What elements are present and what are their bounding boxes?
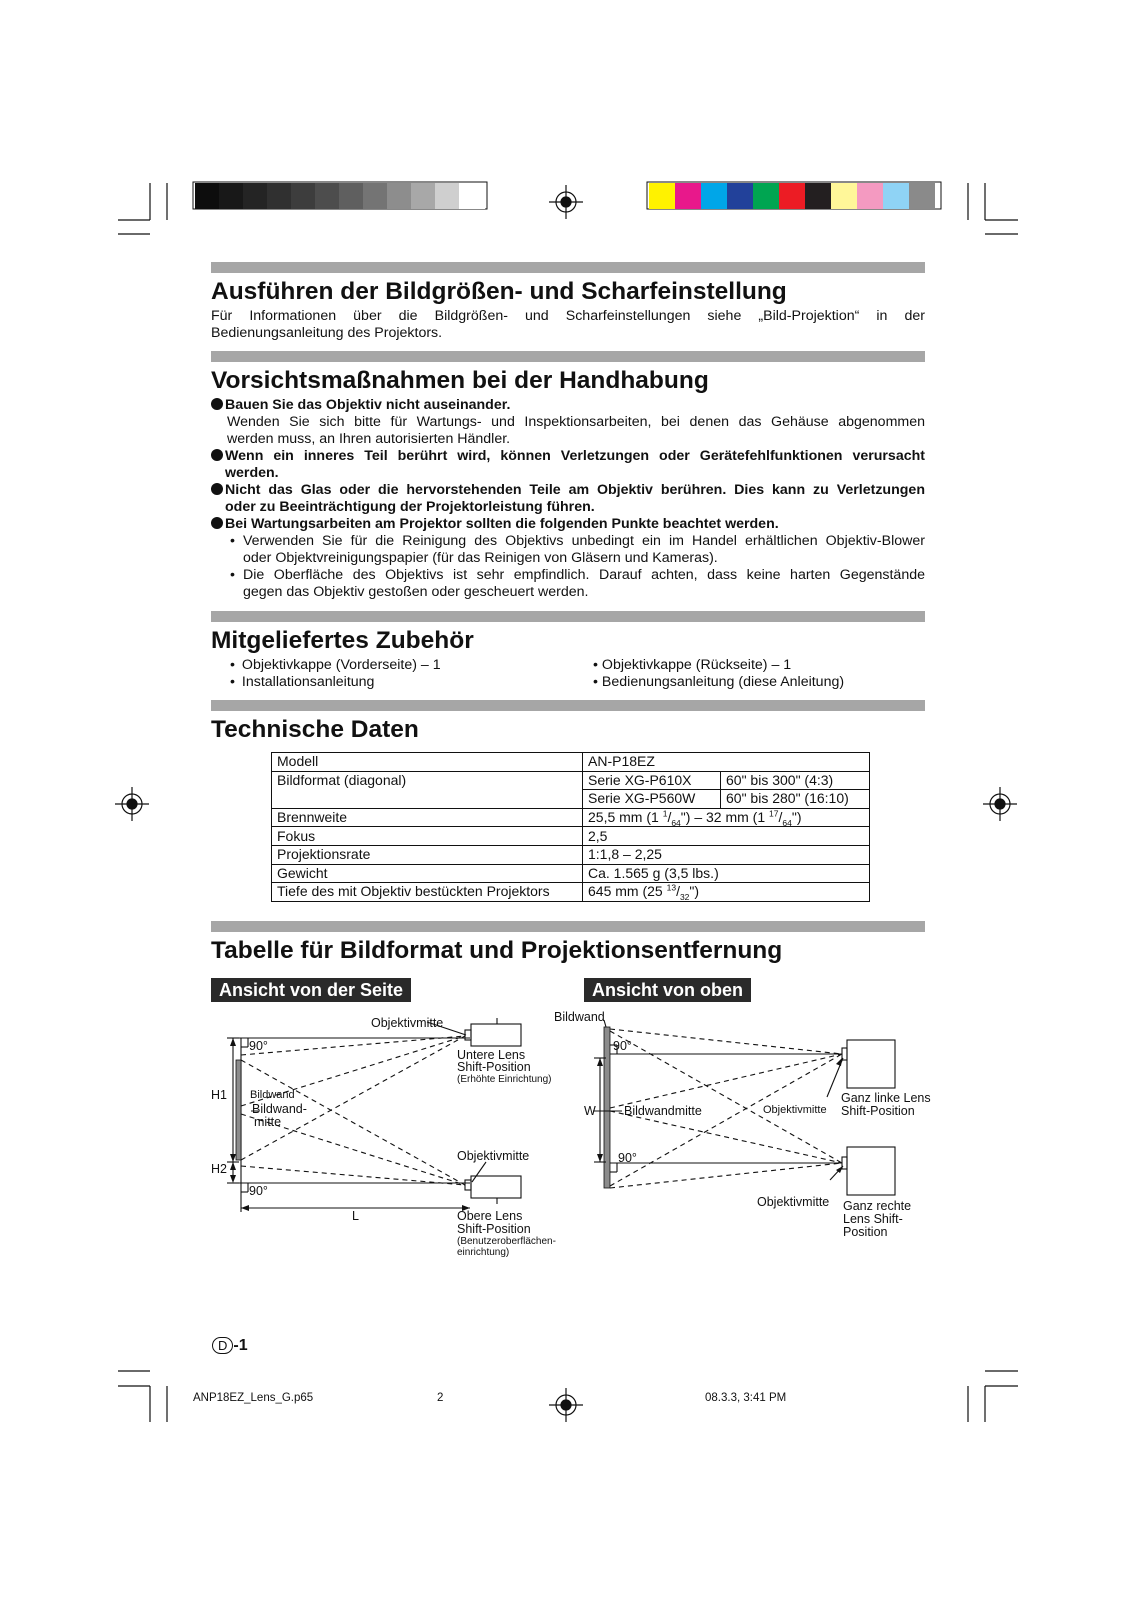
fraction-den: 64 (782, 817, 792, 828)
top-90deg-top: 90° (613, 1039, 632, 1053)
side-bildwand: Bildwand (250, 1089, 295, 1101)
spec-label: Modell (272, 753, 583, 772)
precaution-1-text-line2: werden muss, an Ihren autorisierten Händler. (227, 431, 511, 447)
bullet-text: Nicht das Glas oder die hervorstehenden Teile am Objektiv berühren. Dies kann zu Verletzungen (225, 482, 925, 498)
side-untere-line2: Shift-Position (457, 1060, 531, 1074)
value-part: 25,5 mm (1 (588, 809, 663, 826)
side-untere-line1: Untere Lens (457, 1048, 526, 1062)
bullet-text: Bauen Sie das Objektiv nicht auseinander. (225, 397, 511, 413)
side-obere-line4: einrichtung) (457, 1247, 510, 1258)
top-bildwandmitte: Bildwandmitte (624, 1104, 702, 1118)
spec-value: Serie XG-P610X (583, 771, 721, 790)
side-objektivmitte-bottom: Objektivmitte (457, 1149, 530, 1163)
accessory-label: Objektivkappe (Vorderseite) – 1 (241, 657, 441, 673)
side-bildwandmitte-2: mitte (254, 1115, 282, 1129)
side-obere-line2: Shift-Position (457, 1222, 531, 1236)
accessory-item: • Objektivkappe (Rückseite) – 1 (593, 657, 792, 673)
sub-bullet-2-line2: gegen das Objektiv gestoßen oder gescheuert werden. (243, 584, 589, 600)
precaution-3-line2: oder zu Beeinträchtigung der Projektorleistung führen. (225, 499, 595, 515)
accessory-label: Objektivkappe (Rückseite) – 1 (601, 657, 792, 673)
side-h1: H1 (211, 1088, 227, 1102)
section-title-focus: Ausführen der Bildgrößen- und Scharfeinstellung (211, 278, 787, 305)
fraction-den: 32 (679, 892, 690, 903)
fraction-den: 64 (671, 817, 681, 828)
top-objektivmitte-bottom: Objektivmitte (757, 1195, 830, 1209)
spec-label: Fokus (272, 827, 583, 846)
spec-value: 60" bis 300" (4:3) (721, 771, 870, 790)
sub-bullet-marker: • (230, 533, 235, 549)
bullet-text: Wenn ein inneres Teil berührt wird, können Verletzungen oder Gerätefehlfunktionen verursacht (225, 448, 925, 464)
footer-page: 2 (437, 1392, 444, 1404)
spec-value: 25,5 mm (1 $^1/_{64}") - 32$ mm (1 $^{17}/_{64}$") (583, 808, 870, 827)
side-obere-line3: (Benutzeroberflächen- (457, 1236, 556, 1247)
spec-label: Tiefe des mit Objektiv bestückten Projektors (272, 883, 583, 902)
sub-bullet-1-line2: oder Objektvreinigungspapier (für das Reinigen von Gläsern und Kameras). (243, 550, 718, 566)
page-letter-badge: D (212, 1337, 233, 1354)
spec-value: Ca. 1.565 g (3,5 lbs.) (583, 864, 870, 883)
section-title-projection-table: Tabelle für Bildformat und Projektionsentfernung (211, 937, 783, 964)
top-ganz-rechte-1: Ganz rechte (843, 1199, 912, 1213)
accessory-label: Installationsanleitung (241, 674, 375, 690)
side-h2: H2 (211, 1162, 227, 1176)
fraction-num: 13 (666, 882, 677, 893)
page-number-value: -1 (233, 1337, 248, 1354)
top-w: W (584, 1104, 596, 1118)
spec-value: 1:1,8 – 2,25 (583, 845, 870, 864)
top-view-tab: Ansicht von oben (584, 978, 751, 1002)
top-ganz-linke-1: Ganz linke Lens (841, 1091, 931, 1105)
value-part: 645 mm (25 (588, 883, 667, 900)
sub-bullet-1-line1: Verwenden Sie für die Reinigung des Objektivs unbedingt ein im Handel erhältlichen Objektiv-Blower (243, 533, 925, 549)
spec-label: Projektionsrate (272, 845, 583, 864)
value-part: ") – 32 mm (1 (680, 809, 770, 826)
side-obere-line1: Obere Lens (457, 1209, 523, 1223)
side-objektivmitte-top: Objektivmitte (371, 1016, 444, 1030)
precaution-2-line2: werden. (225, 465, 279, 481)
spec-value: AN-P18EZ (583, 753, 870, 772)
page-number (212, 1337, 248, 1355)
side-bildwandmitte-1: Bildwand- (252, 1102, 307, 1116)
spec-label: Brennweite (272, 808, 583, 827)
fraction-num: 17 (769, 808, 779, 819)
sub-bullet-2-line1: Die Oberfläche des Objektivs ist sehr empfindlich. Darauf achten, dass keine harten Gegenstände (243, 567, 925, 583)
spec-value: 2,5 (583, 827, 870, 846)
precaution-1-text-line1: Wenden Sie sich bitte für Wartungs- und Inspektionsarbeiten, bei denen das Gehäuse abgenommen (227, 414, 925, 430)
spec-label: Gewicht (272, 864, 583, 883)
section-title-specs: Technische Daten (211, 716, 419, 743)
side-untere-line3: (Erhöhte Einrichtung) (457, 1074, 552, 1085)
sub-bullet-marker: • (230, 567, 235, 583)
focus-body-line1: Für Informationen über die Bildgrößen- und Scharfeinstellungen siehe „Bild-Projektion“ in der (211, 308, 925, 324)
accessory-label: Bedienungsanleitung (diese Anleitung) (601, 674, 845, 690)
side-view-tab: Ansicht von der Seite (211, 978, 411, 1002)
accessory-item: • Installationsanleitung (230, 674, 375, 690)
top-objektivmitte-mid: Objektivmitte (763, 1104, 827, 1116)
side-90deg-bottom: 90° (249, 1184, 268, 1198)
footer-date: 08.3.3, 3:41 PM (705, 1392, 787, 1404)
side-l: L (352, 1209, 359, 1223)
top-ganz-linke-2: Shift-Position (841, 1104, 915, 1118)
value-part: ") (791, 809, 802, 826)
value-part: ") (689, 883, 700, 900)
top-90deg-bottom: 90° (618, 1151, 637, 1165)
bullet-text: Bei Wartungsarbeiten am Projektor sollten die folgenden Punkte beachtet werden. (225, 516, 779, 532)
focus-body-line2: Bedienungsanleitung des Projektors. (211, 325, 443, 341)
spec-value: Serie XG-P560W (583, 790, 721, 809)
footer-filename: ANP18EZ_Lens_G.p65 (193, 1392, 314, 1404)
spec-value: 60" bis 280" (16:10) (721, 790, 870, 809)
top-bildwand: Bildwand (554, 1010, 605, 1024)
spec-value: 645 mm (25 $^{13}/_{32}$") (583, 883, 870, 902)
accessory-item: • Bedienungsanleitung (diese Anleitung) (593, 674, 845, 690)
spec-label: Bildformat (diagonal) (272, 771, 583, 808)
fraction-num: 1 (662, 808, 668, 819)
top-ganz-rechte-2: Lens Shift- (843, 1212, 903, 1226)
accessory-item: • Objektivkappe (Vorderseite) – 1 (230, 657, 441, 673)
section-title-accessories: Mitgeliefertes Zubehör (211, 627, 474, 654)
side-90deg-top: 90° (249, 1039, 268, 1053)
top-ganz-rechte-3: Position (843, 1225, 888, 1239)
section-title-precautions: Vorsichtsmaßnahmen bei der Handhabung (211, 367, 709, 394)
